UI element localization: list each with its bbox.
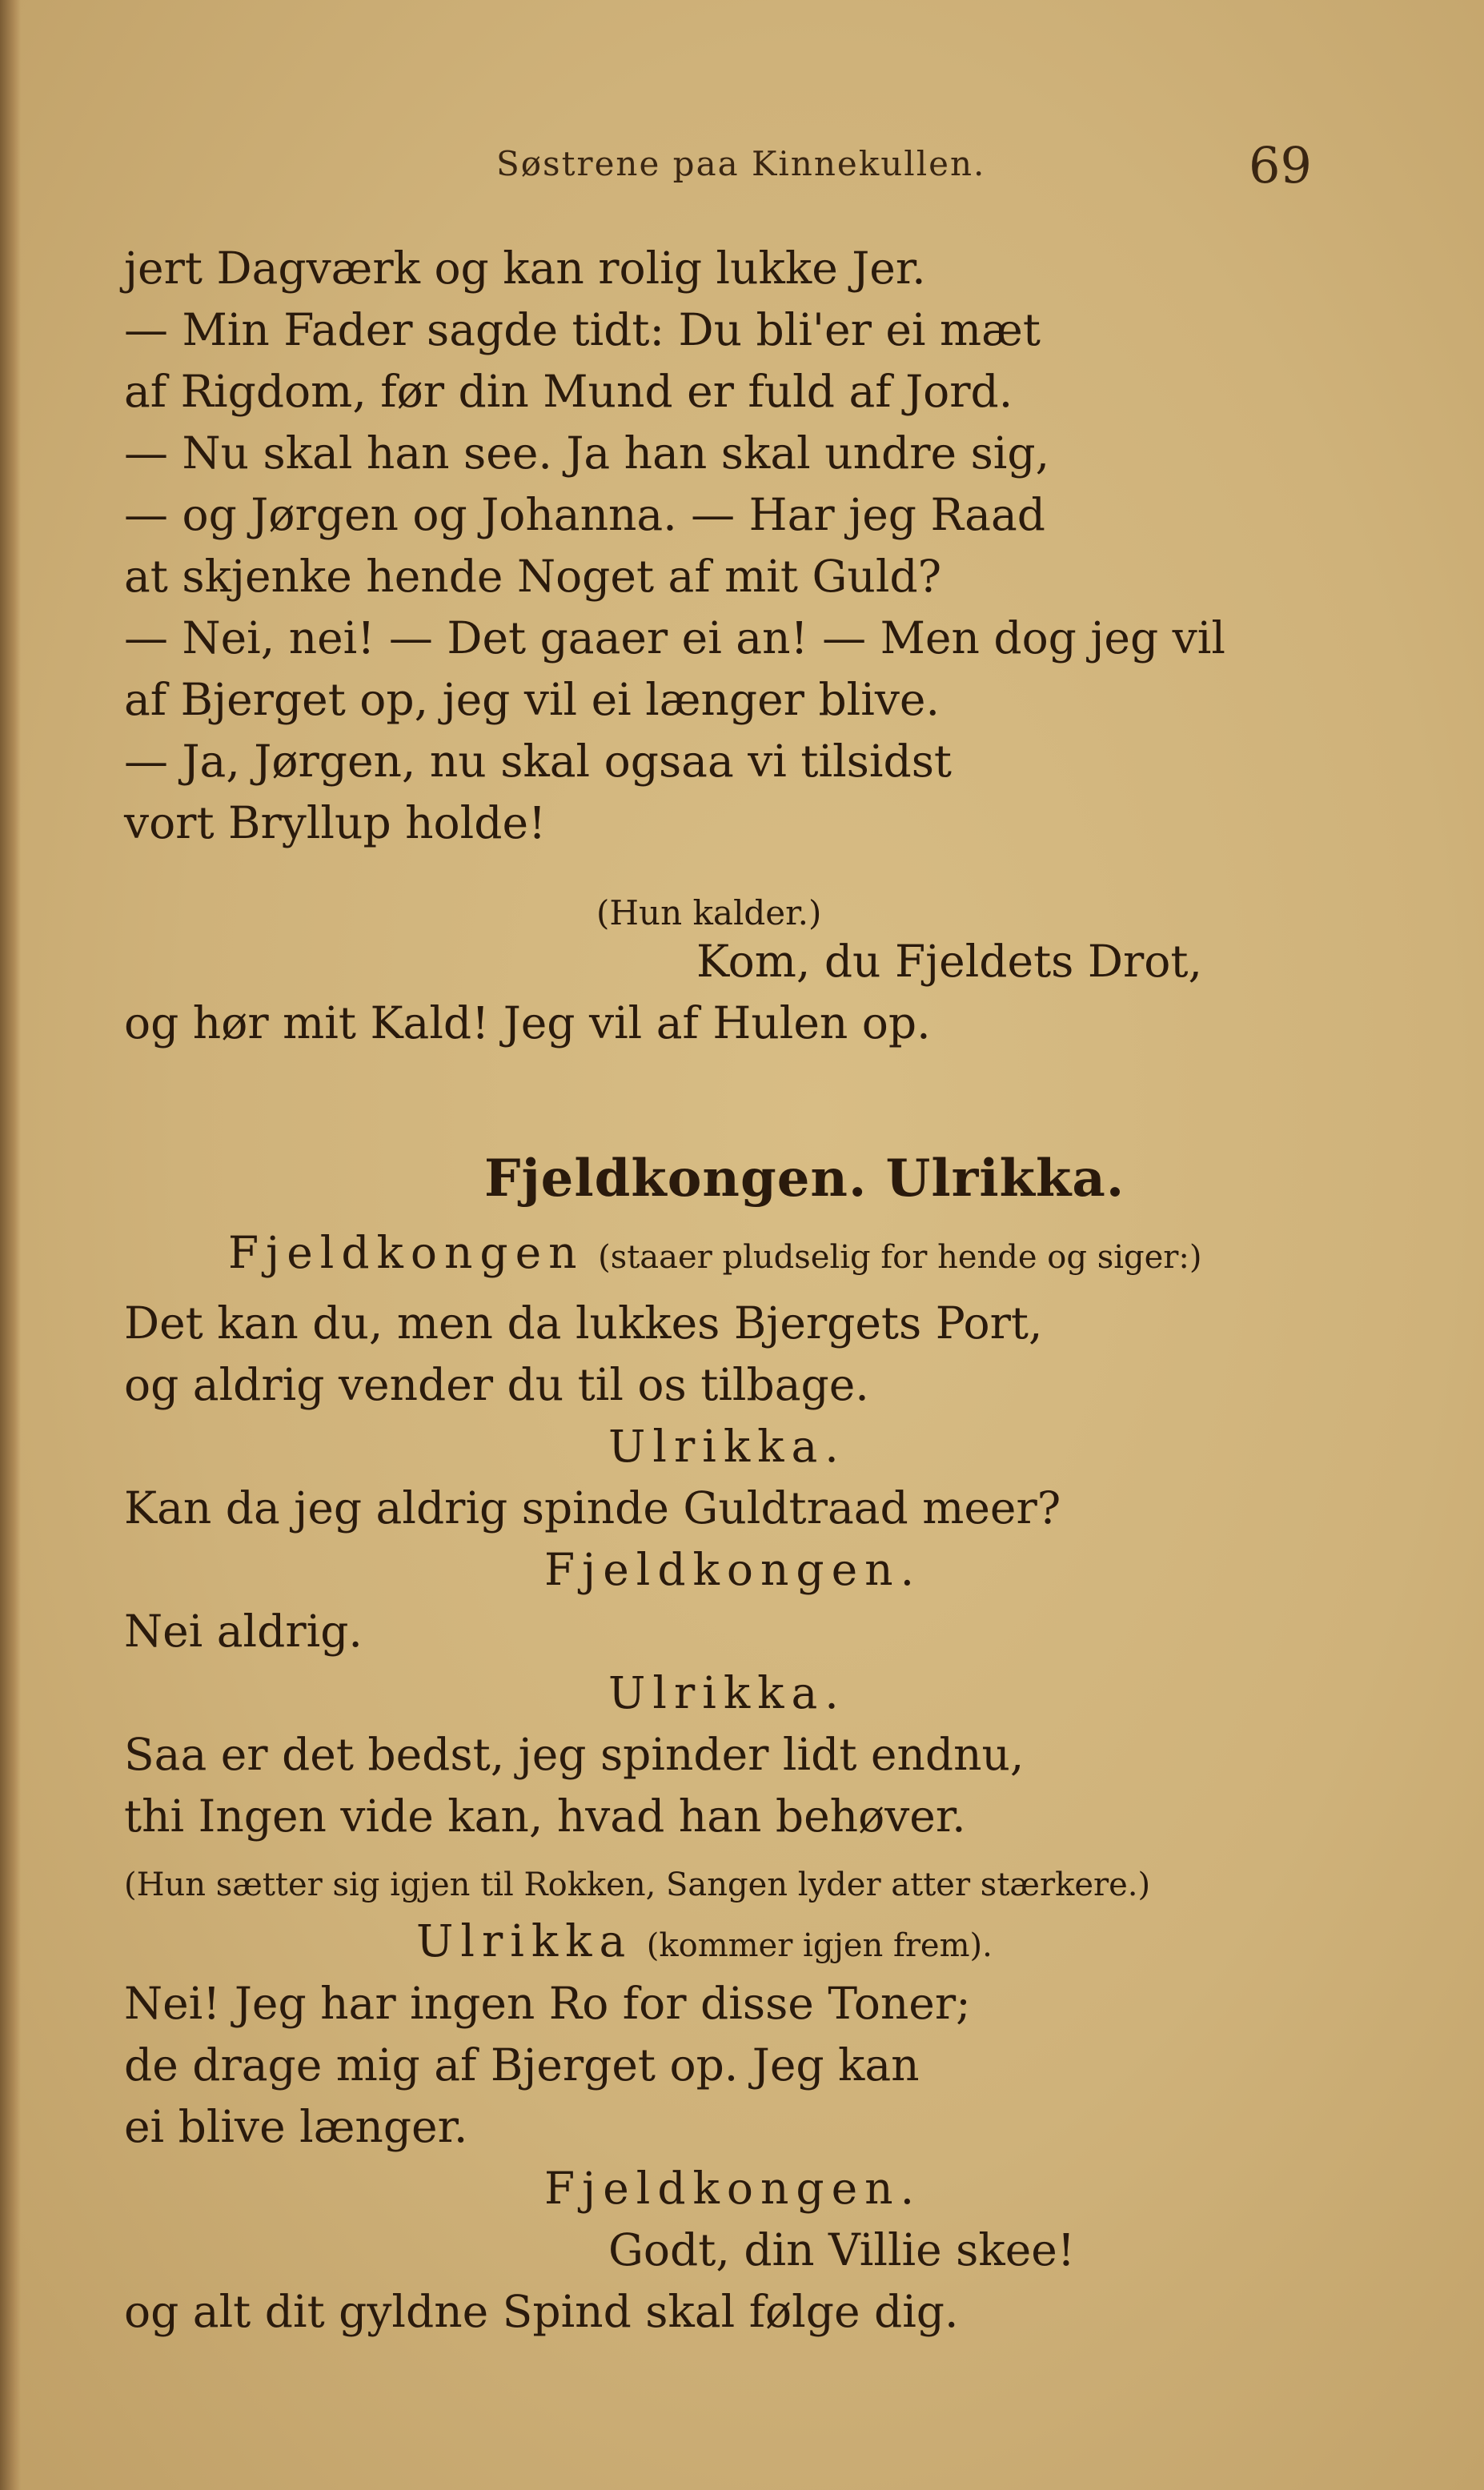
page-number: 69 — [1249, 136, 1312, 194]
text-line: af Bjerget op, jeg vil ei længer blive. — [124, 674, 940, 725]
text-line: og aldrig vender du til os tilbage. — [124, 1359, 869, 1410]
text-line: og hør mit Kald! Jeg vil af Hulen op. — [124, 997, 931, 1049]
text-line: og alt dit gyldne Spind skal følge dig. — [124, 2286, 959, 2337]
text-line: — Ja, Jørgen, nu skal ogsaa vi tilsidst — [124, 736, 953, 787]
speaker-name: Fjeldkongen. — [544, 1544, 922, 1595]
text-line: vort Bryllup holde! — [124, 797, 547, 848]
text-line: de drage mig af Bjerget op. Jeg kan — [124, 2039, 920, 2091]
text-line: Kan da jeg aldrig spinde Guldtraad meer? — [124, 1482, 1061, 1534]
speaker-line — [416, 1915, 993, 1967]
page-spine-edge — [0, 0, 21, 2490]
text-line: Nei aldrig. — [124, 1606, 363, 1657]
speaker-name: Ulrikka. — [608, 1421, 846, 1472]
text-line: at skjenke hende Noget af mit Guld? — [124, 551, 942, 602]
text-line: — Nu skal han see. Ja han skal undre sig, — [124, 427, 1050, 479]
running-title: Søstrene paa Kinnekullen. — [496, 144, 986, 183]
speaker-name: Fjeldkongen — [228, 1227, 584, 1278]
scene-heading: Fjeldkongen. Ulrikka. — [484, 1149, 1125, 1209]
stage-direction: (kommer igjen frem). — [646, 1927, 993, 1964]
text-line: thi Ingen vide kan, hvad han behøver. — [124, 1790, 966, 1842]
speaker-line — [228, 1226, 1202, 1279]
text-line: — og Jørgen og Johanna. — Har jeg Raad — [124, 489, 1045, 540]
text-line: Nei! Jeg har ingen Ro for disse Toner; — [124, 1978, 971, 2029]
text-line: — Nei, nei! — Det gaaer ei an! — Men dog jeg vil — [124, 612, 1225, 664]
text-line: — Min Fader sagde tidt: Du bli'er ei mæt — [124, 304, 1041, 355]
text-line: Godt, din Villie skee! — [608, 2224, 1075, 2275]
text-line: af Rigdom, før din Mund er fuld af Jord. — [124, 366, 1013, 417]
stage-direction: (staaer pludselig for hende og siger:) — [598, 1239, 1202, 1276]
stage-direction: (Hun kalder.) — [596, 893, 822, 932]
text-line: ei blive længer. — [124, 2101, 468, 2152]
speaker-name: Fjeldkongen. — [544, 2163, 922, 2214]
page-header — [0, 128, 1484, 200]
stage-direction: (Hun sætter sig igjen til Rokken, Sangen lyder atter stærkere.) — [124, 1866, 1151, 1903]
text-line: jert Dagværk og kan rolig lukke Jer. — [124, 243, 926, 294]
speaker-name: Ulrikka. — [608, 1667, 846, 1718]
text-line: Saa er det bedst, jeg spinder lidt endnu, — [124, 1729, 1025, 1780]
speaker-name: Ulrikka — [416, 1915, 633, 1967]
text-line: Kom, du Fjeldets Drot, — [696, 936, 1202, 987]
text-line: Det kan du, men da lukkes Bjergets Port, — [124, 1297, 1043, 1349]
